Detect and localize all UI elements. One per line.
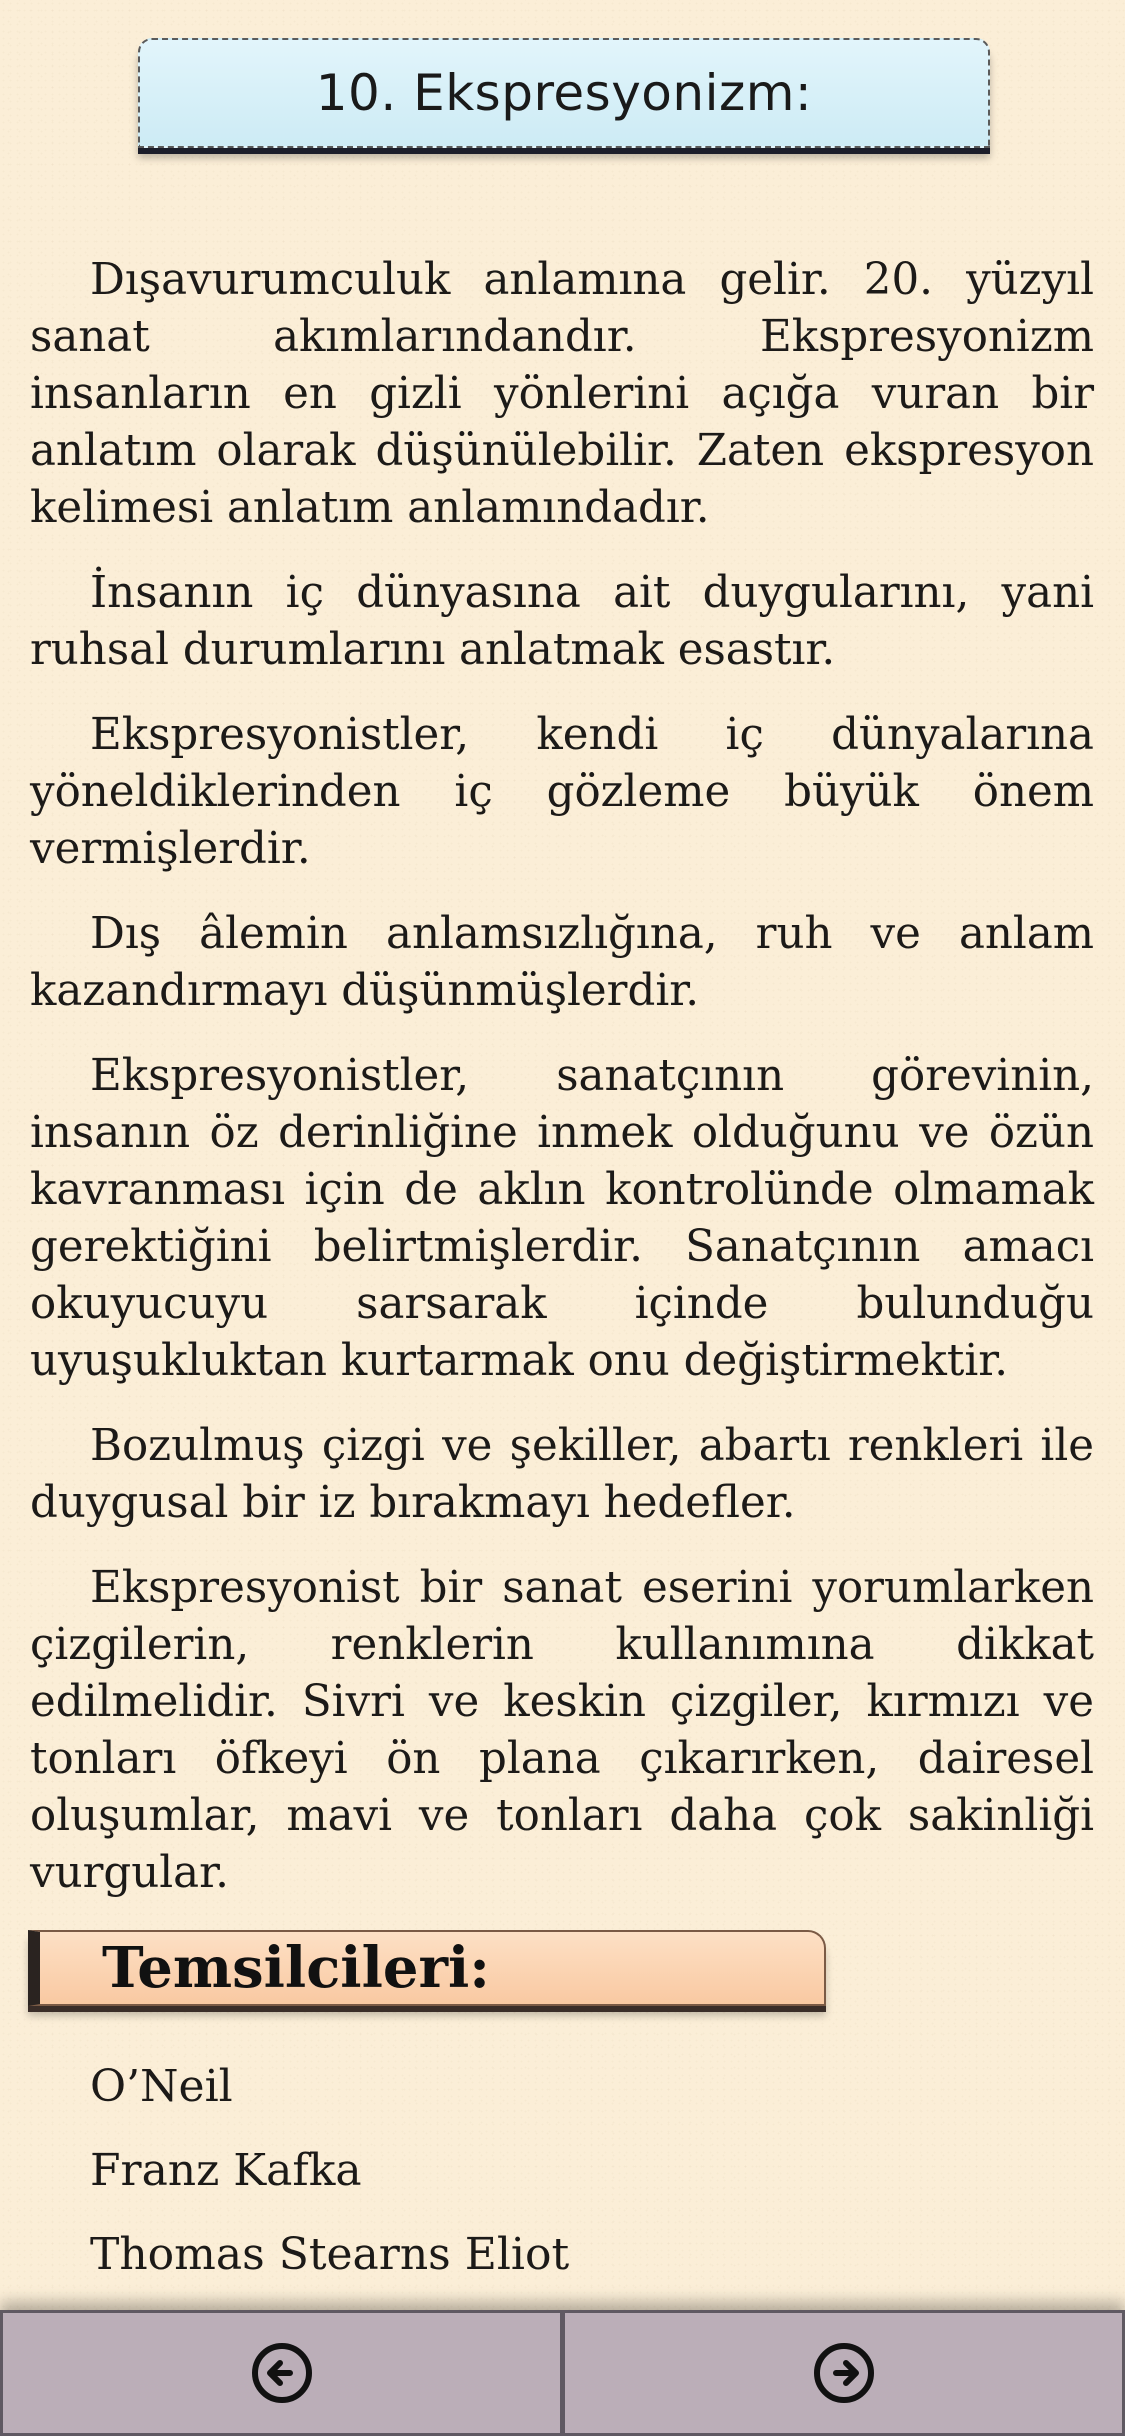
- page-title: 10. Ekspresyonizm:: [315, 64, 813, 122]
- page-title-box: [138, 38, 990, 148]
- representatives-list: [90, 2045, 569, 2297]
- arrow-left-circle-icon: [250, 2341, 314, 2405]
- paragraph: Ekspresyonistler, kendi iç dünyalarına yöneldiklerinden iç gözleme büyük önem vermişlerdir.: [30, 710, 1094, 874]
- paragraph: İnsanın iç dünyasına ait duygularını, yani ruhsal durumlarını anlatmak esastır.: [30, 568, 1094, 675]
- bottom-nav-bar: [0, 2310, 1125, 2436]
- article-body: [30, 252, 1094, 1930]
- paragraph: Dış âlemin anlamsızlığına, ruh ve anlam kazandırmayı düşünmüşlerdir.: [30, 909, 1094, 1016]
- section-heading: Temsilcileri:: [102, 1935, 490, 2001]
- forward-button[interactable]: [563, 2310, 1125, 2436]
- back-button[interactable]: [0, 2310, 563, 2436]
- paragraph: Dışavurumculuk anlamına gelir. 20. yüzyıl sanat akımlarındandır. Ekspresyonizm insanların en gizli yönlerini açığa vuran bir anlatım olarak düşünülebilir. Zaten ekspresyon kelimesi anlatım anlamındadır.: [30, 255, 1094, 533]
- paragraph: Bozulmuş çizgi ve şekiller, abartı renkleri ile duygusal bir iz bırakmayı hedefler.: [30, 1421, 1094, 1528]
- list-item: O’Neil: [90, 2061, 233, 2112]
- paragraph: Ekspresyonistler, sanatçının görevinin, insanın öz derinliğine inmek olduğunu ve özün kavranması için de aklın kontrolünde olmamak gerektiğini belirtmişlerdir. Sanatçının amacı okuyucuyu sarsarak içinde bulunduğu uyuşukluktan kurtarmak onu değiştirmektir.: [30, 1051, 1094, 1386]
- paragraph: Ekspresyonist bir sanat eserini yorumlarken çizgilerin, renklerin kullanımına dikkat edilmelidir. Sivri ve keskin çizgiler, kırmızı ve tonları öfkeyi ön plana çıkarırken, dairesel oluşumlar, mavi ve tonları daha çok sakinliği vurgular.: [30, 1563, 1094, 1898]
- list-item: Franz Kafka: [90, 2145, 362, 2196]
- arrow-right-circle-icon: [812, 2341, 876, 2405]
- section-header-representatives: [28, 1930, 826, 2006]
- list-item: Thomas Stearns Eliot: [90, 2229, 570, 2280]
